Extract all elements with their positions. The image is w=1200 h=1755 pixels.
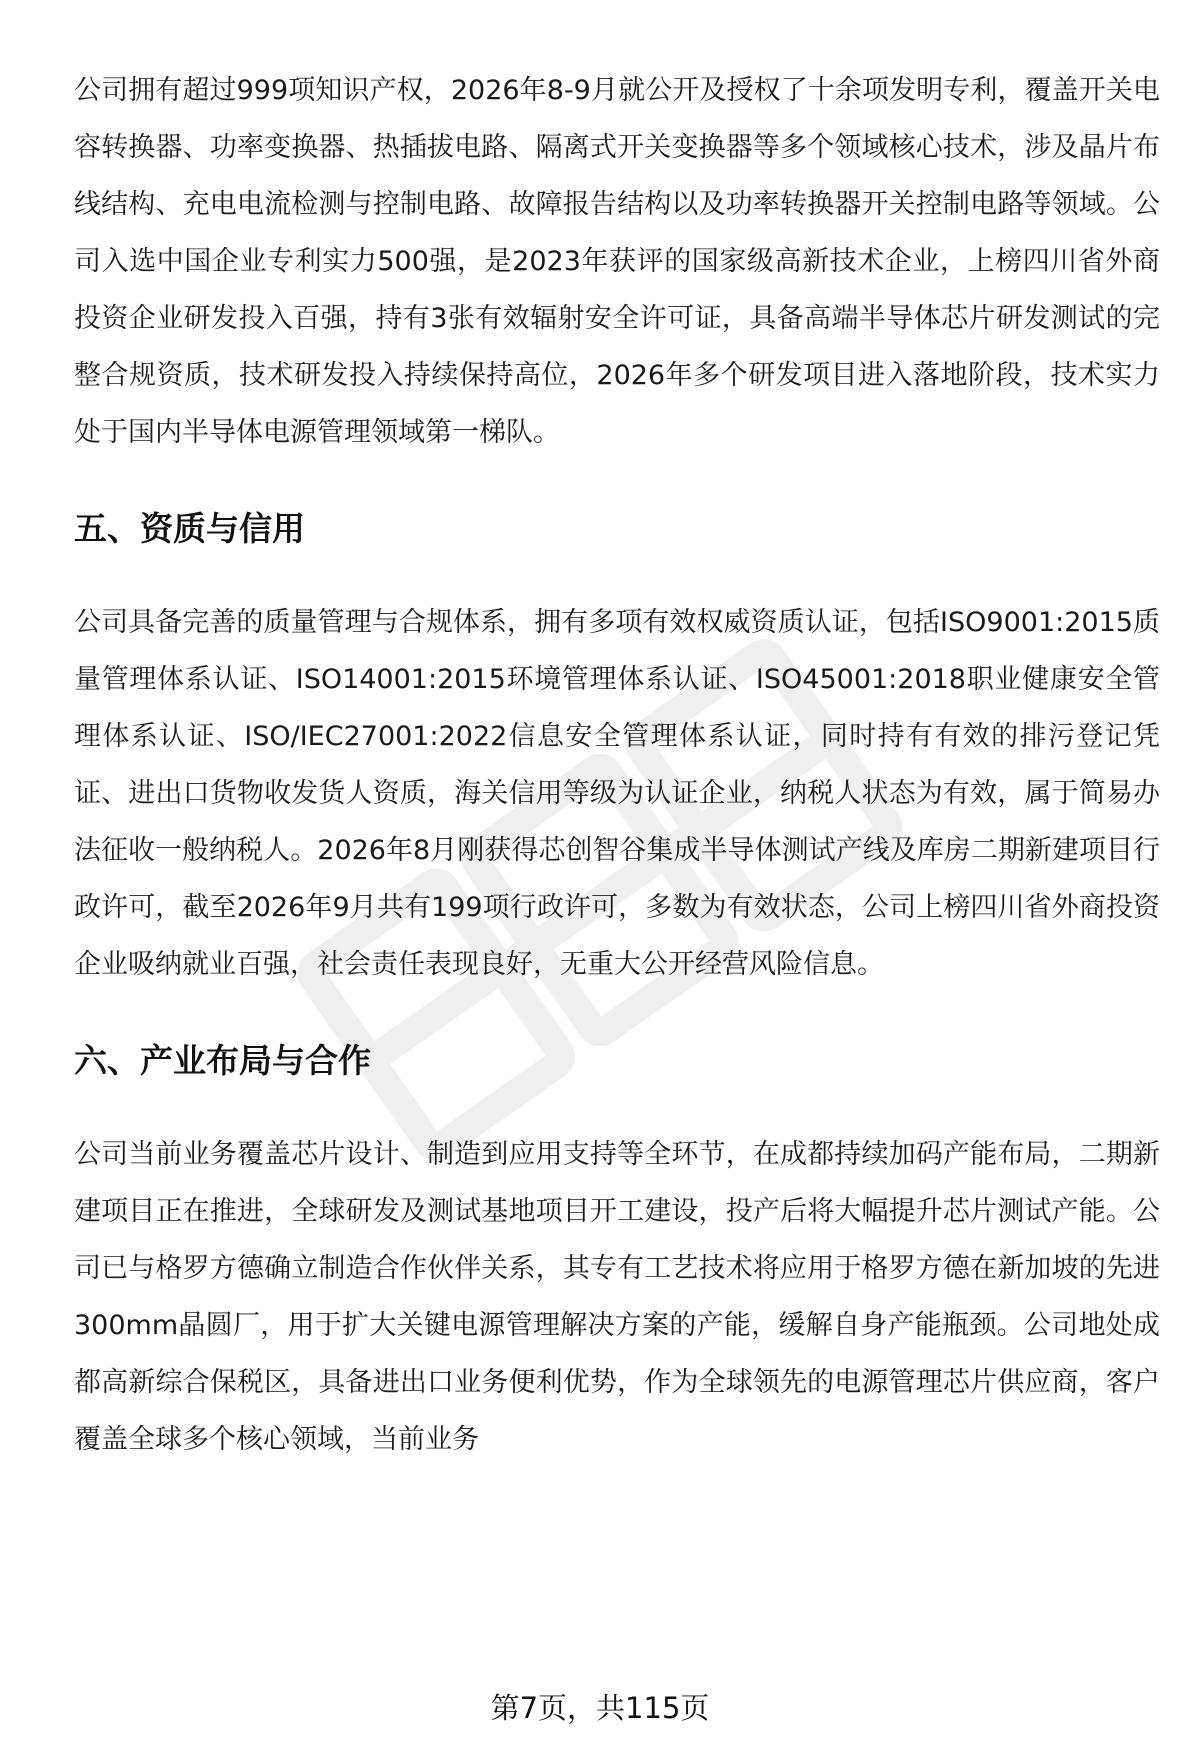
paragraph-qualification: 公司具备完善的质量管理与合规体系，拥有多项有效权威资质认证，包括ISO9001:2015质量管理体系认证、ISO14001:2015环境管理体系认证、ISO45001:2018职业健康安全管理体系认证、ISO/IEC27001:2022信息安全管理体系认证，同时持有有效的排污登记凭证、进出口货物收发货人资质，海关信用等级为认证企业，纳税人状态为有效，属于简易办法征收一般纳税人。2026年8月刚获得芯创智谷集成半导体测试产线及库房二期新建项目行政许可，截至2026年9月共有199项行政许可，多数为有效状态，公司上榜四川省外商投资企业吸纳就业百强，社会责任表现良好，无重大公开经营风险信息。: [74, 607, 1160, 980]
page-number: 第7页，共115页: [490, 1691, 710, 1725]
document-body: [74, 62, 1160, 1468]
section-heading-qualification: 五、资质与信用: [74, 509, 305, 548]
section-heading-industry-layout: 六、产业布局与合作: [74, 1041, 371, 1080]
paragraph-industry-layout: 公司当前业务覆盖芯片设计、制造到应用支持等全环节，在成都持续加码产能布局，二期新建项目正在推进，全球研发及测试基地项目开工建设，投产后将大幅提升芯片测试产能。公司已与格罗方德确立制造合作伙伴关系，其专有工艺技术将应用于格罗方德在新加坡的先进300mm晶圆厂，用于扩大关键电源管理解决方案的产能，缓解自身产能瓶颈。公司地处成都高新综合保税区，具备进出口业务便利优势，作为全球领先的电源管理芯片供应商，客户覆盖全球多个核心领域，当前业务: [74, 1139, 1160, 1455]
paragraph-ip: 公司拥有超过999项知识产权，2026年8-9月就公开及授权了十余项发明专利，覆盖开关电容转换器、功率变换器、热插拔电路、隔离式开关变换器等多个领域核心技术，涉及晶片布线结构、充电电流检测与控制电路、故障报告结构以及功率转换器开关控制电路等领域。公司入选中国企业专利实力500强，是2023年获评的国家级高新技术企业，上榜四川省外商投资企业研发投入百强，持有3张有效辐射安全许可证，具备高端半导体芯片研发测试的完整合规资质，技术研发投入持续保持高位，2026年多个研发项目进入落地阶段，技术实力处于国内半导体电源管理领域第一梯队。: [74, 75, 1160, 448]
